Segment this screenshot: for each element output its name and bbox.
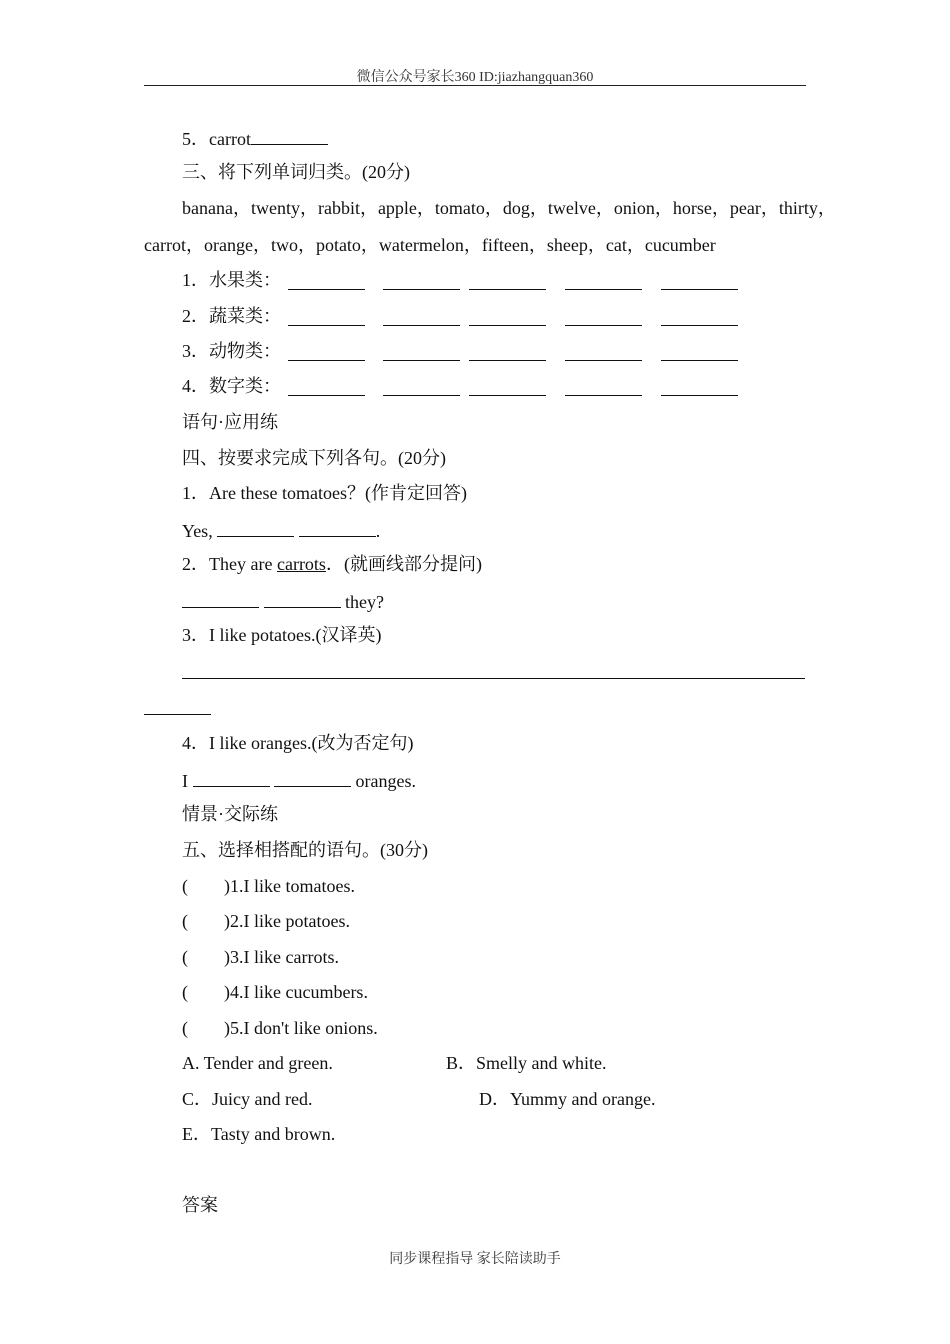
answer-blank[interactable] bbox=[661, 342, 738, 361]
answer-blank[interactable] bbox=[565, 307, 642, 326]
subheading-situational-practice: 情景·交际练 bbox=[182, 804, 278, 824]
answer-blank[interactable] bbox=[469, 307, 546, 326]
match-item[interactable]: ( )5.I don't like onions. bbox=[182, 1018, 378, 1038]
underlined-word: carrots bbox=[276, 554, 326, 574]
option-d: D．Yummy and orange. bbox=[479, 1089, 656, 1109]
answer-blank[interactable] bbox=[288, 307, 365, 326]
answer-blank[interactable] bbox=[661, 307, 738, 326]
question-text: 2．They are bbox=[182, 554, 277, 574]
option-b: B．Smelly and white. bbox=[446, 1053, 607, 1073]
category-label: 2．蔬菜类： bbox=[182, 306, 281, 326]
section-4-title: 四、按要求完成下列各句。(20分) bbox=[182, 448, 446, 468]
option-a: A. Tender and green. bbox=[182, 1053, 333, 1073]
subheading-sentence-practice: 语句·应用练 bbox=[182, 412, 278, 432]
answer-suffix: . bbox=[375, 521, 381, 541]
category-row bbox=[182, 269, 742, 293]
answer-blank[interactable] bbox=[288, 271, 365, 290]
header-divider bbox=[144, 85, 806, 86]
answer-4-2 bbox=[182, 589, 384, 613]
answer-blank[interactable] bbox=[565, 342, 642, 361]
page-header: 微信公众号家长360 ID:jiazhangquan360 bbox=[356, 70, 594, 85]
match-item[interactable]: ( )4.I like cucumbers. bbox=[182, 982, 368, 1002]
answer-blank[interactable] bbox=[383, 307, 460, 326]
answer-heading: 答案 bbox=[182, 1195, 218, 1215]
answer-4-4 bbox=[182, 768, 416, 792]
answer-line[interactable] bbox=[182, 678, 805, 679]
answer-blank[interactable] bbox=[182, 589, 259, 608]
match-item[interactable]: ( )1.I like tomatoes. bbox=[182, 876, 355, 896]
answer-blank[interactable] bbox=[217, 518, 294, 537]
question-4-1: 1．Are these tomatoes？(作肯定回答) bbox=[182, 483, 467, 503]
answer-line-continuation[interactable] bbox=[144, 714, 211, 715]
category-row bbox=[182, 340, 742, 364]
answer-blank[interactable] bbox=[288, 342, 365, 361]
answer-blank[interactable] bbox=[383, 342, 460, 361]
word-list-line-2: carrot，orange，two，potato，watermelon，fifteen，sheep，cat，cucumber bbox=[144, 235, 716, 255]
answer-blank[interactable] bbox=[565, 271, 642, 290]
answer-blank[interactable] bbox=[299, 518, 376, 537]
answer-blank[interactable] bbox=[565, 377, 642, 396]
category-row bbox=[182, 305, 742, 329]
option-e: E．Tasty and brown. bbox=[182, 1124, 336, 1144]
answer-blank[interactable] bbox=[274, 768, 351, 787]
question-instruction: ．(就画线部分提问) bbox=[325, 554, 482, 574]
category-label: 3．动物类： bbox=[182, 341, 281, 361]
option-c: C．Juicy and red. bbox=[182, 1089, 313, 1109]
answer-blank[interactable] bbox=[288, 377, 365, 396]
answer-blank[interactable] bbox=[661, 271, 738, 290]
section-5-title: 五、选择相搭配的语句。(30分) bbox=[182, 840, 428, 860]
answer-blank[interactable] bbox=[193, 768, 270, 787]
answer-blank[interactable] bbox=[383, 271, 460, 290]
answer-suffix: they? bbox=[340, 592, 384, 612]
item-5 bbox=[182, 126, 328, 150]
section-3-title: 三、将下列单词归类。(20分) bbox=[182, 162, 410, 182]
question-4-4: 4．I like oranges.(改为否定句) bbox=[182, 733, 414, 753]
answer-blank[interactable] bbox=[251, 126, 328, 145]
page-footer: 同步课程指导 家长陪读助手 bbox=[389, 1252, 561, 1267]
answer-blank[interactable] bbox=[661, 377, 738, 396]
category-label: 4．数字类： bbox=[182, 376, 281, 396]
answer-blank[interactable] bbox=[264, 589, 341, 608]
answer-blank[interactable] bbox=[469, 271, 546, 290]
word-list-line-1: banana，twenty，rabbit，apple，tomato，dog，twelve，onion，horse，pear，thirty， bbox=[182, 198, 836, 218]
item-5-label: 5．carrot bbox=[182, 129, 251, 149]
answer-prefix: Yes, bbox=[182, 521, 218, 541]
answer-suffix: oranges. bbox=[351, 771, 416, 791]
answer-4-1 bbox=[182, 518, 380, 542]
match-item[interactable]: ( )2.I like potatoes. bbox=[182, 911, 350, 931]
answer-blank[interactable] bbox=[469, 342, 546, 361]
question-4-3: 3．I like potatoes.(汉译英) bbox=[182, 625, 382, 645]
category-row bbox=[182, 375, 742, 399]
answer-prefix: I bbox=[182, 771, 193, 791]
question-4-2 bbox=[182, 553, 482, 575]
category-label: 1．水果类： bbox=[182, 270, 281, 290]
answer-blank[interactable] bbox=[469, 377, 546, 396]
match-item[interactable]: ( )3.I like carrots. bbox=[182, 947, 339, 967]
answer-blank[interactable] bbox=[383, 377, 460, 396]
